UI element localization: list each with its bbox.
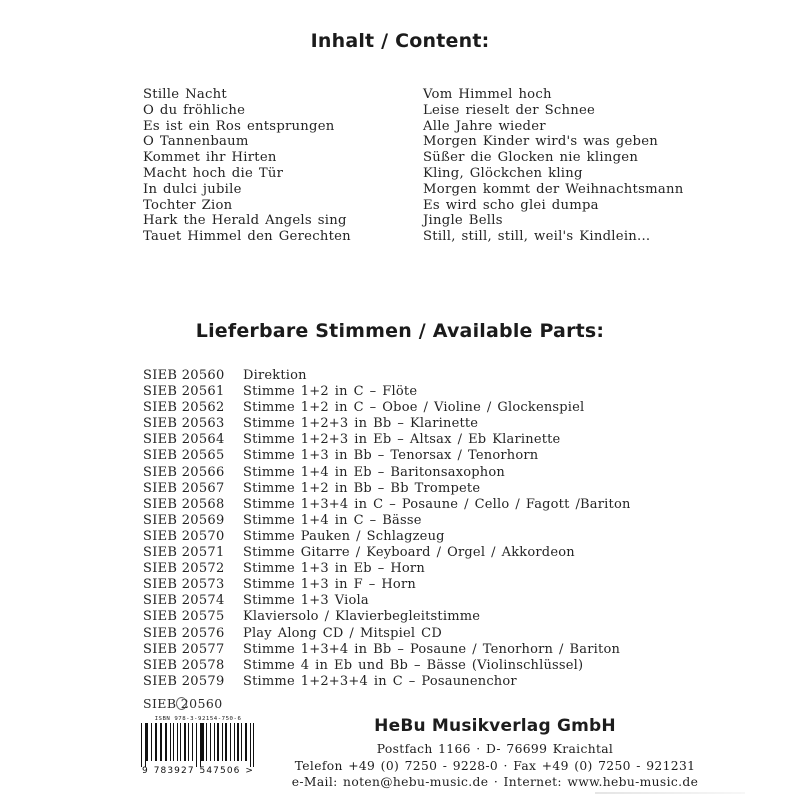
part-row <box>143 368 763 384</box>
part-code: SIEB 20563 <box>143 416 225 432</box>
part-description: Stimme 1+2+3 in Eb – Altsax / Eb Klarinette <box>243 432 561 448</box>
part-row <box>143 384 763 400</box>
publisher-name: HeBu Musikverlag GmbH <box>374 716 616 736</box>
barcode-digits <box>141 766 255 776</box>
song-item: Leise rieselt der Schnee <box>423 102 596 118</box>
part-description: Stimme 1+3 in Eb – Horn <box>243 561 425 577</box>
part-description: Stimme 1+2+3+4 in C – Posaunenchor <box>243 673 517 689</box>
song-item: Morgen kommt der Weihnachtsmann <box>423 181 684 197</box>
part-description: Stimme 1+3+4 in Bb – Posaune / Tenorhorn / Bariton <box>243 641 621 657</box>
song-item: Es wird scho glei dumpa <box>423 197 599 213</box>
part-code: SIEB 20574 <box>143 593 225 609</box>
part-code: SIEB 20570 <box>143 528 225 544</box>
ink-smudge-mark <box>176 697 187 710</box>
content-section-heading: Inhalt / Content: <box>310 30 490 52</box>
song-item: Morgen Kinder wird's was geben <box>423 134 659 150</box>
part-code: SIEB 20562 <box>143 400 225 416</box>
publisher-info <box>255 716 735 791</box>
part-row <box>143 561 763 577</box>
part-code: SIEB 20564 <box>143 432 225 448</box>
barcode-digit-left: 9 <box>142 766 149 776</box>
part-code: SIEB 20565 <box>143 448 225 464</box>
publisher-contact: e-Mail: noten@hebu-music.de · Internet: www.hebu-music.de <box>291 775 699 789</box>
part-row <box>143 609 763 625</box>
song-item: Jingle Bells <box>423 213 503 229</box>
part-description: Stimme 1+2 in Bb – Bb Trompete <box>243 480 481 496</box>
part-code: SIEB 20560 <box>143 368 225 383</box>
part-description: Stimme 1+3 Viola <box>243 593 369 609</box>
isbn-label: ISBN 978-3-92154-750-6 <box>154 716 242 722</box>
scan-artifact <box>595 792 745 794</box>
part-code: SIEB 20571 <box>143 545 225 561</box>
song-item: Süßer die Glocken nie klingen <box>423 150 639 166</box>
part-code: SIEB 20575 <box>143 609 225 625</box>
part-code: SIEB 20561 <box>143 384 225 400</box>
part-row <box>143 529 763 545</box>
song-list-right-column <box>423 87 753 245</box>
song-item: Kling, Glöckchen kling <box>423 165 583 181</box>
edition-number-label: SIEB 20560 <box>143 696 223 711</box>
barcode-digit-group-2: 547506 <box>199 766 241 776</box>
part-row <box>143 658 763 674</box>
part-code: SIEB 20572 <box>143 561 225 577</box>
part-row <box>143 642 763 658</box>
part-description: Stimme Pauken / Schlagzeug <box>243 528 445 544</box>
publisher-phone: Telefon +49 (0) 7250 - 9228-0 · Fax +49 (0) 7250 - 921231 <box>294 758 696 773</box>
part-row <box>143 481 763 497</box>
part-code: SIEB 20579 <box>143 673 225 689</box>
song-item: O Tannenbaum <box>143 134 249 150</box>
available-parts-list <box>143 368 763 690</box>
song-item: O du fröhliche <box>143 102 246 118</box>
song-item: Kommet ihr Hirten <box>143 150 277 166</box>
publisher-address: Postfach 1166 · D- 76699 Kraichtal <box>376 742 614 756</box>
part-description: Stimme 1+2 in C – Flöte <box>243 384 418 400</box>
part-code: SIEB 20576 <box>143 625 225 641</box>
part-code: SIEB 20569 <box>143 512 225 528</box>
part-row <box>143 465 763 481</box>
part-description: Stimme 1+3 in F – Horn <box>243 577 416 593</box>
part-description: Stimme 1+3+4 in C – Posaune / Cello / Fagott /Bariton <box>243 496 631 512</box>
part-description: Stimme 1+4 in C – Bässe <box>243 512 422 528</box>
barcode <box>141 716 255 776</box>
part-row <box>143 400 763 416</box>
song-item: Stille Nacht <box>143 87 227 102</box>
part-row <box>143 626 763 642</box>
part-row <box>143 513 763 529</box>
part-row <box>143 416 763 432</box>
song-item: Alle Jahre wieder <box>423 118 546 134</box>
part-code: SIEB 20567 <box>143 480 225 496</box>
part-description: Stimme 4 in Eb und Bb – Bässe (Violinschlüssel) <box>243 657 584 673</box>
part-description: Direktion <box>243 368 307 383</box>
part-row <box>143 448 763 464</box>
barcode-digit-group-1: 783927 <box>153 766 195 776</box>
part-code: SIEB 20578 <box>143 657 225 673</box>
song-item: Still, still, still, weil's Kindlein... <box>423 229 651 245</box>
parts-section-heading: Lieferbare Stimmen / Available Parts: <box>195 320 605 342</box>
part-description: Stimme 1+4 in Eb – Baritonsaxophon <box>243 464 505 480</box>
barcode-bars <box>141 723 255 767</box>
song-item: Hark the Herald Angels sing <box>143 213 347 229</box>
part-code: SIEB 20568 <box>143 496 225 512</box>
part-row <box>143 497 763 513</box>
song-item: Tauet Himmel den Gerechten <box>143 229 351 245</box>
song-list-left-column <box>143 87 418 245</box>
part-description: Klaviersolo / Klavierbegleitstimme <box>243 609 481 625</box>
part-description: Stimme Gitarre / Keyboard / Orgel / Akkordeon <box>243 545 575 561</box>
part-description: Stimme 1+2+3 in Bb – Klarinette <box>243 416 479 432</box>
part-row <box>143 593 763 609</box>
song-item: Tochter Zion <box>143 197 233 213</box>
part-description: Stimme 1+3 in Bb – Tenorsax / Tenorhorn <box>243 448 539 464</box>
part-code: SIEB 20566 <box>143 464 225 480</box>
part-code: SIEB 20577 <box>143 641 225 657</box>
part-code: SIEB 20573 <box>143 577 225 593</box>
part-description: Stimme 1+2 in C – Oboe / Violine / Glockenspiel <box>243 400 585 416</box>
song-item: In dulci jubile <box>143 181 242 197</box>
song-item: Vom Himmel hoch <box>423 87 552 102</box>
part-row <box>143 545 763 561</box>
song-item: Macht hoch die Tür <box>143 165 284 181</box>
part-row <box>143 674 763 690</box>
song-item: Es ist ein Ros entsprungen <box>143 118 335 134</box>
part-row <box>143 577 763 593</box>
part-description: Play Along CD / Mitspiel CD <box>243 625 442 641</box>
part-row <box>143 432 763 448</box>
barcode-digit-right: > <box>245 766 254 776</box>
